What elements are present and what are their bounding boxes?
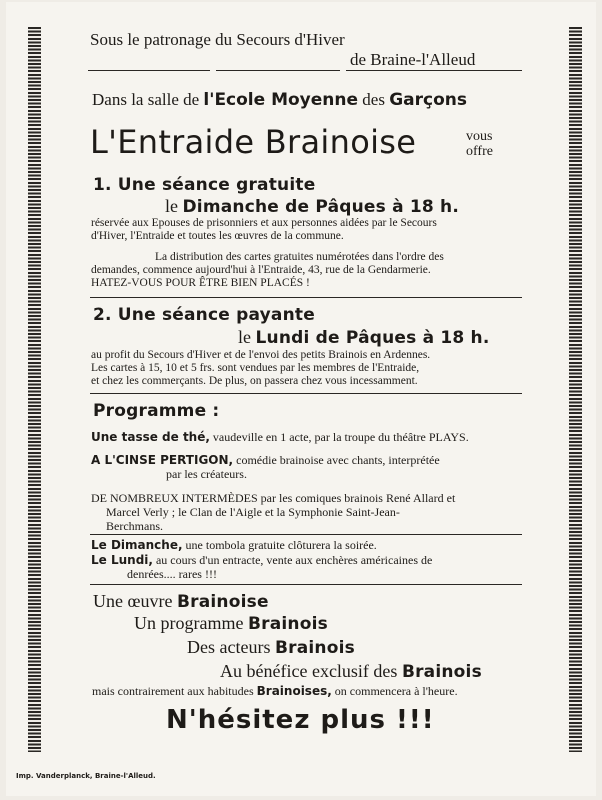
- closing-l5-post: on commencera à l'heure.: [334, 684, 458, 698]
- venue-line: [92, 90, 467, 110]
- closing-line1: [93, 591, 269, 612]
- seance2-heading: 2. Une séance payante: [93, 305, 315, 325]
- printer-imprint: Imp. Vanderplanck, Braine-l'Alleud.: [16, 772, 156, 780]
- seance1-desc1: réservée aux Epouses de prisonniers et aux personnes aidées par le Secours: [91, 217, 437, 229]
- closing-line2: [134, 613, 328, 634]
- closing-line5: [92, 684, 458, 699]
- seance2-desc1: au profit du Secours d'Hiver et de l'envoi des petits Brainois en Ardennes.: [91, 349, 431, 361]
- closing-l5-pre: mais contrairement aux habitudes: [92, 684, 254, 698]
- closing-l4-pre: Au bénéfice exclusif des: [220, 661, 398, 681]
- left-border-stripes: [28, 27, 41, 752]
- programme-item3-line1: DE NOMBREUX INTERMÈDES par les comiques brainois René Allard et: [91, 491, 456, 505]
- programme-heading: Programme :: [93, 401, 220, 421]
- closing-l1-pre: Une œuvre: [93, 591, 173, 611]
- monday-bold: Le Lundi,: [91, 553, 153, 567]
- closing-l3-pre: Des acteurs: [187, 637, 271, 657]
- header-rule-left: [88, 70, 210, 71]
- closing-l2-pre: Un programme: [134, 613, 244, 633]
- extra-monday: [91, 553, 432, 568]
- programme-item1: [91, 430, 469, 445]
- programme-rule: [90, 534, 522, 535]
- title-vous: vous: [466, 129, 493, 144]
- seance1-date-line: [165, 196, 459, 217]
- closing-line3: [187, 637, 355, 658]
- venue-boys: Garçons: [389, 90, 467, 110]
- seance1-date-prefix: le: [165, 196, 178, 216]
- item1-rest: vaudeville en 1 acte, par la troupe du théâtre PLAYS.: [212, 430, 469, 444]
- header-rule-right: [346, 70, 522, 71]
- closing-l1-word: Brainoise: [176, 592, 269, 612]
- final-slogan: N'hésitez plus !!!: [166, 705, 435, 735]
- seance1-dist2: demandes, commence aujourd'hui à l'Entraide, 43, rue de la Gendarmerie.: [91, 264, 431, 276]
- venue-middle: des: [362, 90, 385, 109]
- seance2-date-prefix: le: [238, 327, 251, 347]
- seance2-rule: [90, 393, 522, 394]
- sunday-bold: Le Dimanche,: [91, 538, 183, 552]
- seance1-desc2: d'Hiver, l'Entraide et toutes les œuvres de la commune.: [91, 230, 344, 242]
- venue-prefix: Dans la salle de: [92, 90, 200, 109]
- title-offre: offre: [466, 144, 493, 159]
- main-title: L'Entraide Brainoise: [90, 123, 417, 161]
- header-rule-mid: [216, 70, 340, 71]
- monday-rest: au cours d'un entracte, vente aux enchères américaines de: [155, 553, 433, 567]
- seance1-date: Dimanche de Pâques à 18 h.: [182, 197, 460, 217]
- closing-line4: [220, 661, 482, 682]
- seance1-rule: [90, 297, 522, 298]
- right-border-stripes: [569, 27, 582, 752]
- programme-item2: [91, 453, 440, 468]
- programme-item3-line2: Marcel Verly ; le Clan de l'Aigle et la Symphonie Saint-Jean-: [106, 505, 400, 519]
- closing-l3-word: Brainois: [274, 638, 355, 658]
- seance2-date-line: [238, 327, 490, 348]
- seance1-dist3: HATEZ-VOUS POUR ÊTRE BIEN PLACÉS !: [91, 277, 310, 289]
- sunday-rest: une tombola gratuite clôturera la soirée.: [185, 538, 377, 552]
- seance2-date: Lundi de Pâques à 18 h.: [255, 328, 490, 348]
- closing-l2-word: Brainois: [247, 614, 328, 634]
- extra-monday-line2: denrées.... rares !!!: [127, 567, 217, 581]
- venue-school: l'Ecole Moyenne: [203, 90, 359, 110]
- extras-rule: [90, 584, 522, 585]
- item2-rest: comédie brainoise avec chants, interprétée: [236, 453, 440, 467]
- seance2-desc3: et chez les commerçants. De plus, on passera chez vous incessamment.: [91, 375, 418, 387]
- closing-l5-word: Brainoises,: [256, 684, 332, 698]
- seance1-dist1: La distribution des cartes gratuites numérotées dans l'ordre des: [155, 251, 444, 263]
- patronage-line1: Sous le patronage du Secours d'Hiver: [90, 30, 345, 49]
- seance1-heading: 1. Une séance gratuite: [93, 175, 316, 195]
- extra-sunday: [91, 538, 377, 553]
- programme-item2-line2: par les créateurs.: [166, 467, 247, 481]
- seance2-desc2: Les cartes à 15, 10 et 5 frs. sont vendues par les membres de l'Entraide,: [91, 362, 420, 374]
- programme-item3-line3: Berchmans.: [106, 519, 163, 533]
- item2-bold: A L'CINSE PERTIGON,: [91, 453, 234, 467]
- item1-bold: Une tasse de thé,: [91, 430, 210, 444]
- patronage-line2: de Braine-l'Alleud: [350, 50, 476, 69]
- closing-l4-word: Brainois: [401, 662, 482, 682]
